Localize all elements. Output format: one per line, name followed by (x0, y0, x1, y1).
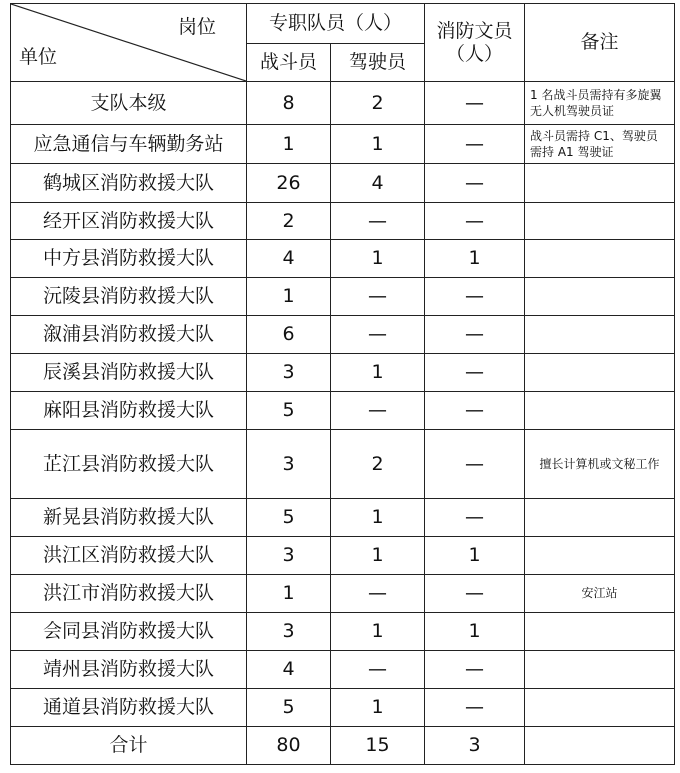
note-cell (525, 354, 675, 392)
note-cell: 战斗员需持 C1、驾驶员需持 A1 驾驶证 (525, 125, 675, 164)
table-row (11, 651, 675, 689)
table-row (11, 240, 675, 278)
fighter-count-cell: 1 (247, 575, 331, 613)
unit-cell: 支队本级 (11, 82, 247, 125)
total-driver-cell: 15 (331, 727, 425, 765)
note-cell (525, 316, 675, 354)
civil-count-cell: — (425, 689, 525, 727)
note-cell (525, 499, 675, 537)
driver-count-cell: 2 (331, 82, 425, 125)
table-row (11, 499, 675, 537)
civil-count-cell: — (425, 499, 525, 537)
fighter-count-cell: 6 (247, 316, 331, 354)
civil-count-cell: — (425, 651, 525, 689)
driver-count-cell: 1 (331, 537, 425, 575)
fighter-count-cell: 3 (247, 430, 331, 499)
table-row (11, 203, 675, 240)
driver-count-cell: 2 (331, 430, 425, 499)
table-row (11, 575, 675, 613)
driver-count-cell: 1 (331, 125, 425, 164)
civil-header-line2: （人） (446, 42, 504, 65)
civil-count-cell: 1 (425, 240, 525, 278)
table-row (11, 689, 675, 727)
table-row (11, 537, 675, 575)
driver-count-cell: — (331, 392, 425, 430)
note-cell (525, 203, 675, 240)
unit-cell: 通道县消防救援大队 (11, 689, 247, 727)
note-cell (525, 278, 675, 316)
fighter-count-cell: 8 (247, 82, 331, 125)
driver-count-cell: — (331, 651, 425, 689)
fighter-count-cell: 2 (247, 203, 331, 240)
driver-subheader: 驾驶员 (331, 44, 425, 82)
fighter-count-cell: 1 (247, 125, 331, 164)
unit-cell: 麻阳县消防救援大队 (11, 392, 247, 430)
civil-count-cell: — (425, 316, 525, 354)
fighter-count-cell: 3 (247, 613, 331, 651)
unit-cell: 应急通信与车辆勤务站 (11, 125, 247, 164)
table-row (11, 164, 675, 203)
table-row (11, 613, 675, 651)
total-fighter-cell: 80 (247, 727, 331, 765)
total-note-cell (525, 727, 675, 765)
total-civil-cell: 3 (425, 727, 525, 765)
fulltime-staff-header: 专职队员（人） (247, 4, 425, 44)
table-row (11, 316, 675, 354)
fighter-count-cell: 4 (247, 240, 331, 278)
note-cell: 安江站 (525, 575, 675, 613)
table-row (11, 392, 675, 430)
civil-count-cell: 1 (425, 537, 525, 575)
civil-count-cell: 1 (425, 613, 525, 651)
unit-cell: 沅陵县消防救援大队 (11, 278, 247, 316)
civil-count-cell: — (425, 575, 525, 613)
fighter-count-cell: 26 (247, 164, 331, 203)
civil-count-cell: — (425, 82, 525, 125)
civil-count-cell: — (425, 164, 525, 203)
driver-count-cell: 4 (331, 164, 425, 203)
driver-count-cell: — (331, 575, 425, 613)
unit-cell: 经开区消防救援大队 (11, 203, 247, 240)
table-row (11, 125, 675, 164)
unit-cell: 芷江县消防救援大队 (11, 430, 247, 499)
note-cell (525, 392, 675, 430)
unit-cell: 洪江市消防救援大队 (11, 575, 247, 613)
corner-label-position: 岗位 (177, 16, 216, 38)
fighter-count-cell: 5 (247, 392, 331, 430)
note-cell (525, 240, 675, 278)
fighter-count-cell: 3 (247, 354, 331, 392)
note-cell: 擅长计算机或文秘工作 (525, 430, 675, 499)
unit-cell: 辰溪县消防救援大队 (11, 354, 247, 392)
corner-header-cell (11, 4, 247, 82)
fighter-count-cell: 5 (247, 689, 331, 727)
note-cell (525, 613, 675, 651)
corner-label-unit: 单位 (19, 46, 58, 69)
driver-count-cell: 1 (331, 354, 425, 392)
unit-cell: 新晃县消防救援大队 (11, 499, 247, 537)
unit-cell: 溆浦县消防救援大队 (11, 316, 247, 354)
driver-count-cell: — (331, 203, 425, 240)
table-row (11, 430, 675, 499)
driver-count-cell: — (331, 278, 425, 316)
note-header: 备注 (525, 4, 675, 82)
civil-count-cell: — (425, 278, 525, 316)
staffing-table (10, 3, 675, 765)
civil-count-cell: — (425, 392, 525, 430)
fighter-count-cell: 4 (247, 651, 331, 689)
table-row (11, 82, 675, 125)
fighter-count-cell: 1 (247, 278, 331, 316)
note-cell (525, 651, 675, 689)
note-cell (525, 537, 675, 575)
civil-count-cell: — (425, 125, 525, 164)
note-cell (525, 164, 675, 203)
civil-count-cell: — (425, 430, 525, 499)
total-label-cell: 合计 (11, 727, 247, 765)
unit-cell: 洪江区消防救援大队 (11, 537, 247, 575)
fighter-count-cell: 3 (247, 537, 331, 575)
unit-cell: 会同县消防救援大队 (11, 613, 247, 651)
civil-header-line1: 消防文员 (436, 19, 513, 42)
unit-cell: 中方县消防救援大队 (11, 240, 247, 278)
driver-count-cell: 1 (331, 613, 425, 651)
unit-cell: 靖州县消防救援大队 (11, 651, 247, 689)
fighter-subheader: 战斗员 (247, 44, 331, 82)
table-row (11, 278, 675, 316)
fighter-count-cell: 5 (247, 499, 331, 537)
note-cell: 1 名战斗员需持有多旋翼无人机驾驶员证 (525, 82, 675, 125)
driver-count-cell: 1 (331, 689, 425, 727)
unit-cell: 鹤城区消防救援大队 (11, 164, 247, 203)
table-row (11, 354, 675, 392)
note-cell (525, 689, 675, 727)
civil-count-cell: — (425, 354, 525, 392)
driver-count-cell: 1 (331, 499, 425, 537)
civil-count-cell: — (425, 203, 525, 240)
total-row (11, 727, 675, 765)
driver-count-cell: — (331, 316, 425, 354)
driver-count-cell: 1 (331, 240, 425, 278)
civil-staff-header (425, 4, 525, 82)
